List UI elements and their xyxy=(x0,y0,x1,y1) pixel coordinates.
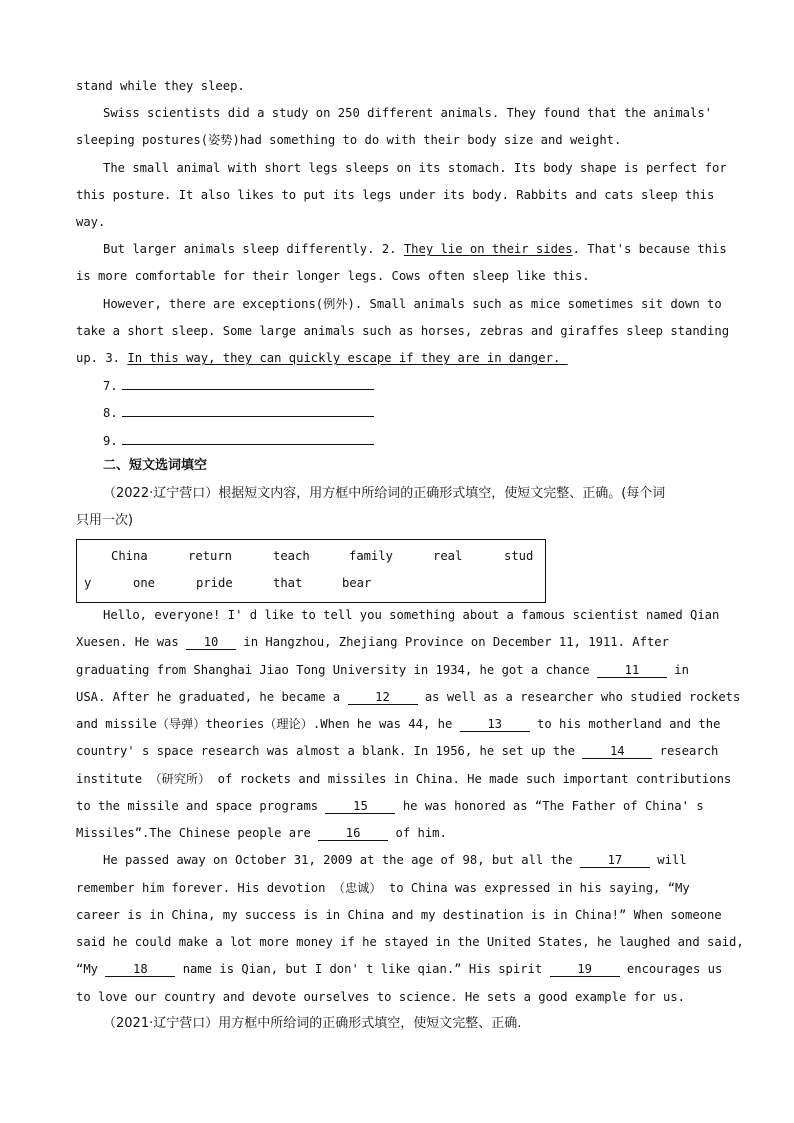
text: and missile（导弹）theories（理论）.When he was 44, he xyxy=(76,717,460,731)
word: pride xyxy=(196,576,233,590)
word: family xyxy=(349,549,394,563)
blank-15[interactable]: 15 xyxy=(325,799,395,814)
passage-line xyxy=(76,350,568,366)
section-heading: 二、短文选词填空 xyxy=(103,458,208,473)
passage-line xyxy=(76,825,447,841)
answer-line-9 xyxy=(103,432,374,449)
blank-13[interactable]: 13 xyxy=(460,717,530,732)
answer-line-8 xyxy=(103,404,374,421)
word: real xyxy=(433,549,463,563)
text: Xuesen. He was xyxy=(76,635,187,649)
blank-18[interactable]: 18 xyxy=(105,962,175,977)
blank-16[interactable]: 16 xyxy=(318,826,388,841)
word: return xyxy=(188,549,233,563)
answer-number: 8. xyxy=(103,406,118,420)
passage-line: remember him forever. His devotion （忠诚） to China was expressed in his saying, “My xyxy=(76,881,690,895)
text: of him. xyxy=(388,826,447,840)
text: will xyxy=(649,853,687,867)
passage-line: However, there are exceptions(例外). Small animals such as mice sometimes sit down to xyxy=(103,297,722,311)
blank-10[interactable]: 10 xyxy=(186,635,236,650)
passage-line xyxy=(76,798,704,814)
passage-line xyxy=(76,743,718,759)
passage-line: said he could make a lot more money if he stayed in the United States, he laughed and said, xyxy=(76,935,744,949)
passage-line: career is in China, my success is in China and my destination is in China!” When someone xyxy=(76,908,722,922)
passage-line: to love our country and devote ourselves to science. He sets a good example for us. xyxy=(76,990,686,1004)
text: country' s space research was almost a blank. In 1956, he set up the xyxy=(76,744,583,758)
text: encourages us xyxy=(619,962,723,976)
word: y xyxy=(84,576,92,590)
text: research xyxy=(652,744,719,758)
underlined-answer: They lie on their sides xyxy=(403,242,573,256)
answer-blank[interactable] xyxy=(122,404,374,417)
passage-line: Swiss scientists did a study on 250 different animals. They found that the animals' xyxy=(103,106,713,120)
word-box xyxy=(76,539,546,603)
blank-17[interactable]: 17 xyxy=(580,853,650,868)
passage-line: Hello, everyone! I' d like to tell you something about a famous scientist named Qian xyxy=(103,608,720,622)
answer-blank[interactable] xyxy=(122,432,374,445)
passage-line: stand while they sleep. xyxy=(76,79,245,93)
text: in Hangzhou, Zhejiang Province on December 11, 1911. After xyxy=(236,635,669,649)
underlined-answer: In this way, they can quickly escape if they are in danger. xyxy=(127,351,568,365)
text: as well as a researcher who studied rockets xyxy=(417,690,741,704)
word: China xyxy=(111,549,148,563)
passage-line xyxy=(76,634,669,650)
passage-line: sleeping postures(姿势)had something to do with their body size and weight. xyxy=(76,133,622,147)
text: “My xyxy=(76,962,106,976)
instruction-line: （2021·辽宁营口）用方框中所给词的正确形式填空，使短文完整、正确. xyxy=(103,1016,522,1031)
passage-line xyxy=(76,716,720,732)
answer-line-7 xyxy=(103,377,374,394)
blank-19[interactable]: 19 xyxy=(550,962,620,977)
text: But larger animals sleep differently. 2. xyxy=(103,242,404,256)
text: Missiles”.The Chinese people are xyxy=(76,826,319,840)
text: to his motherland and the xyxy=(529,717,721,731)
passage-line: is more comfortable for their longer legs. Cows often sleep like this. xyxy=(76,269,590,283)
answer-number: 7. xyxy=(103,379,118,393)
text: name is Qian, but I don' t like qian.” His spirit xyxy=(175,962,550,976)
blank-12[interactable]: 12 xyxy=(348,690,418,705)
text: to the missile and space programs xyxy=(76,799,326,813)
word: bear xyxy=(342,576,372,590)
passage-line: institute （研究所） of rockets and missiles in China. He made such important contributions xyxy=(76,772,732,786)
word: that xyxy=(273,576,303,590)
passage-line: this posture. It also likes to put its legs under its body. Rabbits and cats sleep this xyxy=(76,188,715,202)
text: in xyxy=(666,663,689,677)
blank-11[interactable]: 11 xyxy=(597,663,667,678)
text: graduating from Shanghai Jiao Tong University in 1934, he got a chance xyxy=(76,663,597,677)
passage-line xyxy=(103,852,687,868)
passage-line: take a short sleep. Some large animals such as horses, zebras and giraffes sleep standing xyxy=(76,324,730,338)
text: He passed away on October 31, 2009 at the age of 98, but all the xyxy=(103,853,580,867)
passage-line xyxy=(103,241,727,257)
word: one xyxy=(133,576,156,590)
answer-number: 9. xyxy=(103,434,118,448)
passage-line: way. xyxy=(76,215,106,229)
text: up. 3. xyxy=(76,351,128,365)
text: he was honored as “The Father of China' s xyxy=(395,799,704,813)
text: . That's because this xyxy=(572,242,727,256)
text: USA. After he graduated, he became a xyxy=(76,690,348,704)
blank-14[interactable]: 14 xyxy=(582,744,652,759)
instruction-line: （2022·辽宁营口）根据短文内容，用方框中所给词的正确形式填空，使短文完整、正确。(每个词 xyxy=(103,486,666,501)
word: teach xyxy=(273,549,310,563)
instruction-line: 只用一次) xyxy=(76,513,134,528)
word: stud xyxy=(504,549,534,563)
passage-line xyxy=(76,662,689,678)
passage-line: The small animal with short legs sleeps on its stomach. Its body shape is perfect for xyxy=(103,161,727,175)
passage-line xyxy=(76,689,740,705)
passage-line xyxy=(76,961,722,977)
answer-blank[interactable] xyxy=(122,377,374,390)
